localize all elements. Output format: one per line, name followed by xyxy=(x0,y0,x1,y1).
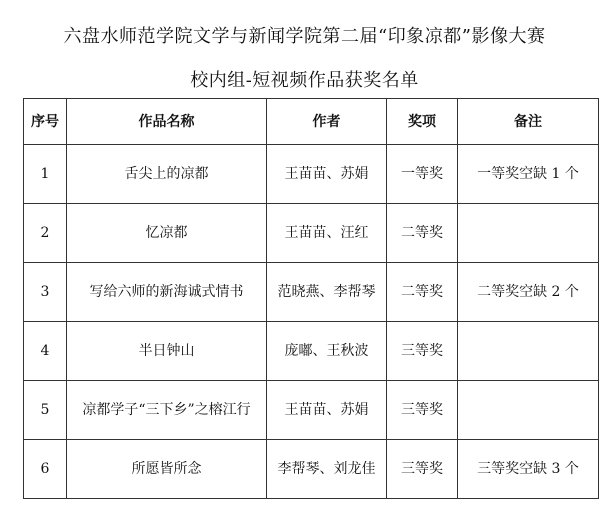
cell-prize: 三等奖 xyxy=(387,440,458,499)
cell-work-title: 舌尖上的凉都 xyxy=(67,145,267,204)
table-row xyxy=(24,263,599,322)
cell-number: 5 xyxy=(24,381,67,440)
cell-remarks xyxy=(458,204,599,263)
table-row xyxy=(24,440,599,499)
cell-remarks: 二等奖空缺 2 个 xyxy=(458,263,599,322)
cell-work-title: 半日钟山 xyxy=(67,322,267,381)
cell-prize: 一等奖 xyxy=(387,145,458,204)
cell-remarks xyxy=(458,322,599,381)
cell-author: 庞嘟、王秋波 xyxy=(267,322,387,381)
cell-author: 范晓燕、李帮琴 xyxy=(267,263,387,322)
cell-remarks xyxy=(458,381,599,440)
cell-author: 王苗苗、苏娟 xyxy=(267,145,387,204)
cell-prize: 二等奖 xyxy=(387,204,458,263)
cell-number: 3 xyxy=(24,263,67,322)
cell-work-title: 写给六师的新海诚式情书 xyxy=(67,263,267,322)
cell-prize: 三等奖 xyxy=(387,322,458,381)
cell-author: 王苗苗、汪红 xyxy=(267,204,387,263)
cell-work-title: 所愿皆所念 xyxy=(67,440,267,499)
cell-remarks: 三等奖空缺 3 个 xyxy=(458,440,599,499)
document-subtitle: 校内组-短视频作品获奖名单 xyxy=(190,70,419,91)
header-author: 作者 xyxy=(267,99,387,145)
cell-prize: 三等奖 xyxy=(387,381,458,440)
cell-author: 李帮琴、刘龙佳 xyxy=(267,440,387,499)
header-number: 序号 xyxy=(24,99,67,145)
table-row xyxy=(24,381,599,440)
header-remarks: 备注 xyxy=(458,99,599,145)
table-row xyxy=(24,145,599,204)
header-work-title: 作品名称 xyxy=(67,99,267,145)
cell-work-title: 凉都学子“三下乡”之榕江行 xyxy=(67,381,267,440)
cell-number: 6 xyxy=(24,440,67,499)
cell-number: 1 xyxy=(24,145,67,204)
awards-table xyxy=(23,98,599,499)
table-row xyxy=(24,204,599,263)
table-row xyxy=(24,322,599,381)
cell-author: 王苗苗、苏娟 xyxy=(267,381,387,440)
document-title: 六盘水师范学院文学与新闻学院第二届“印象凉都”影像大赛 xyxy=(63,26,546,47)
table-header-row xyxy=(24,99,599,145)
cell-prize: 二等奖 xyxy=(387,263,458,322)
header-prize: 奖项 xyxy=(387,99,458,145)
cell-number: 4 xyxy=(24,322,67,381)
cell-remarks: 一等奖空缺 1 个 xyxy=(458,145,599,204)
cell-work-title: 忆凉都 xyxy=(67,204,267,263)
cell-number: 2 xyxy=(24,204,67,263)
